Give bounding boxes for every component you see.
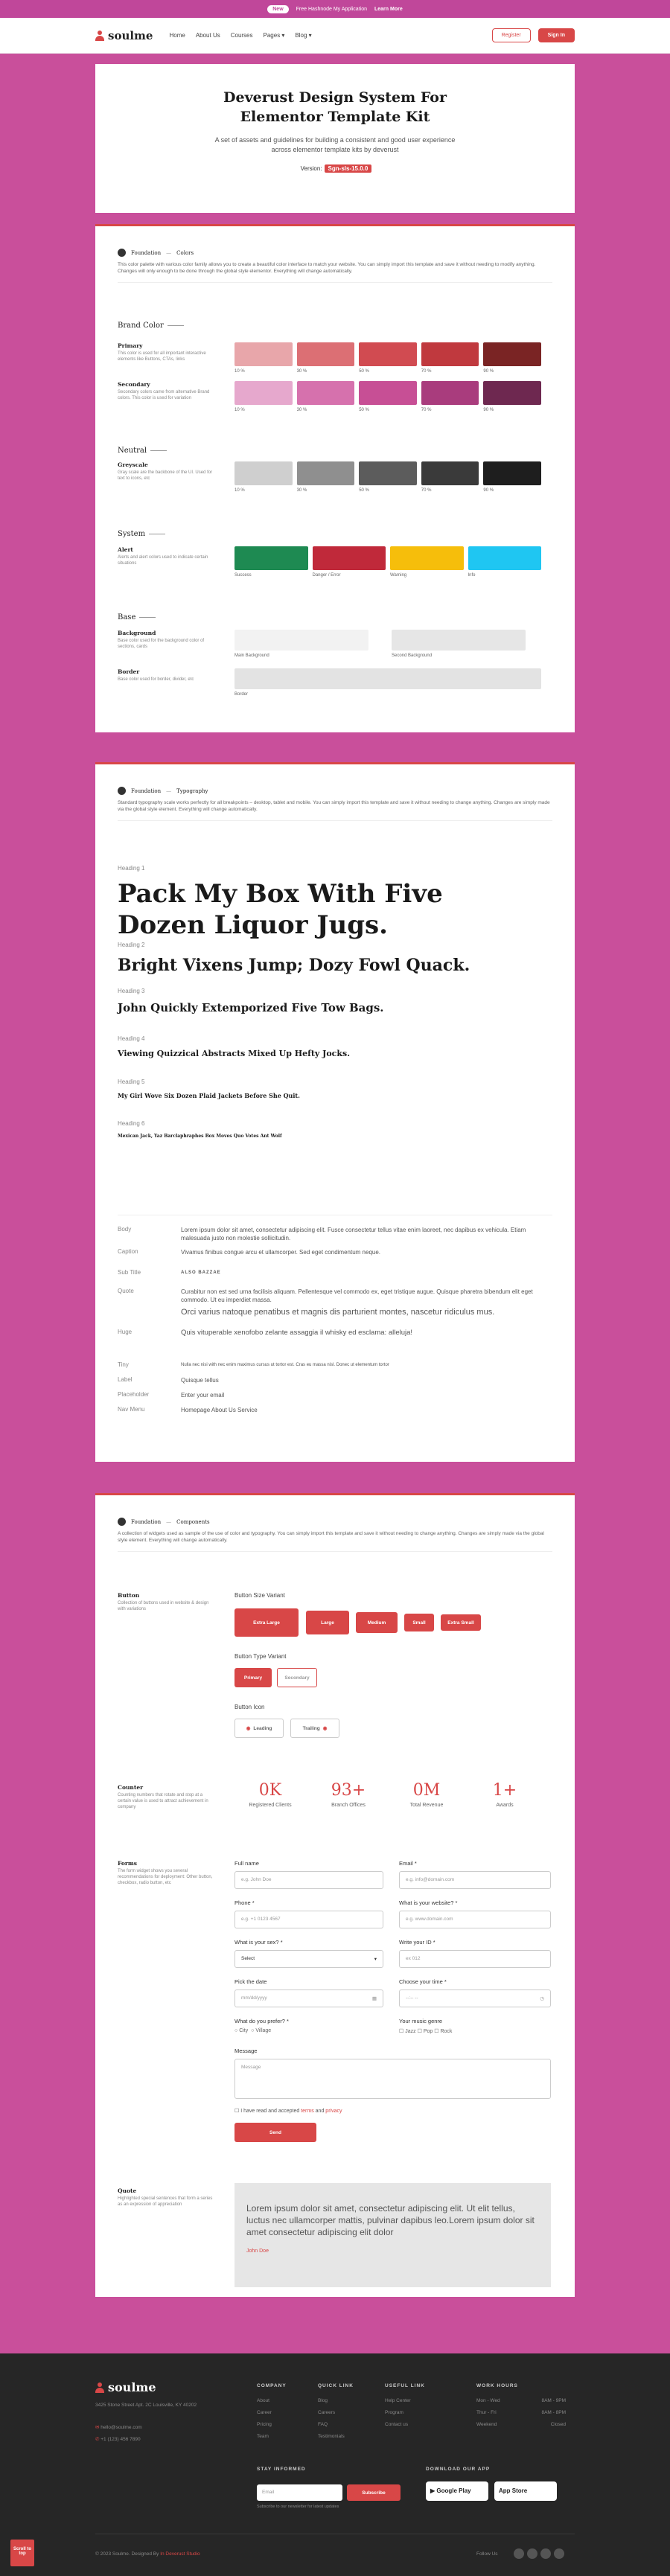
- counter-title-3: Awards: [496, 1803, 514, 1808]
- heading-sample-4: Viewing Quizzical Abstracts Mixed Up Hefty Jocks.: [118, 1049, 351, 1058]
- button-leading-icon[interactable]: [234, 1719, 284, 1738]
- type-row-key-3: Quote: [118, 1288, 134, 1294]
- type-row-0: [118, 1226, 538, 1242]
- color-desc-border: Base color used for border, divider, etc: [118, 677, 194, 682]
- color-desc-background: Base color used for the background color of sections, cards: [118, 639, 205, 649]
- counter-value-2: 0M: [412, 1781, 441, 1800]
- instagram-icon[interactable]: [540, 2548, 551, 2559]
- trailing-label: Trailing: [302, 1725, 320, 1731]
- swatch-label-alert-1: Danger / Error: [312, 573, 341, 578]
- nav-item-2[interactable]: Courses: [230, 32, 253, 39]
- copyright-text: © 2023 Soulme. Designed By: [95, 2551, 159, 2557]
- quote-group-title: Quote: [118, 2187, 137, 2194]
- sex-select-value: Select: [241, 1956, 255, 1961]
- date-placeholder: mm/dd/yyyy: [241, 1995, 267, 2001]
- button-extra-large[interactable]: Extra Large: [234, 1608, 299, 1637]
- breadcrumb-typography: Typography: [176, 787, 208, 794]
- breadcrumb-components: Components: [176, 1518, 210, 1525]
- color-row-label-alert: [118, 546, 214, 566]
- swatch-secondary-0: [234, 381, 293, 405]
- swatch-secondary-2: [359, 381, 417, 405]
- twitter-icon[interactable]: [527, 2548, 537, 2559]
- version-label: Version:: [300, 165, 322, 172]
- footer-col-heading-hours: WORK HOURS: [476, 2383, 518, 2388]
- type-row-3: [118, 1288, 538, 1304]
- footer-link-text-quick-3: Testimonials: [318, 2434, 345, 2439]
- swatch-primary-0: [234, 342, 293, 366]
- breadcrumb-colors: Colors: [176, 249, 194, 256]
- type-row-key-2: Sub Title: [118, 1269, 141, 1276]
- footer-link-text-useful-0: Help Center: [385, 2398, 411, 2403]
- privacy-link[interactable]: privacy: [325, 2109, 342, 2114]
- color-desc-alert: Alerts and alert colors used to indicate certain situations: [118, 555, 208, 566]
- swatch-primary-1: [297, 342, 355, 366]
- copyright: [95, 2548, 200, 2560]
- heading-label-4: Heading 4: [118, 1035, 145, 1042]
- color-name-primary: Primary: [118, 342, 143, 349]
- heading-label-5: Heading 5: [118, 1078, 145, 1085]
- email-input[interactable]: e.g. info@domain.com: [399, 1871, 551, 1889]
- heading-label-1: Heading 1: [118, 865, 145, 872]
- type-row-key-5: Huge: [118, 1329, 133, 1335]
- footer-link-hours-2: [476, 2419, 566, 2431]
- swatch-label-greyscale-1: 30 %: [296, 488, 307, 493]
- footer-phone[interactable]: [95, 2434, 141, 2446]
- heading-sample-3: John Quickly Extemporized Five Tow Bags.: [118, 1001, 384, 1014]
- type-icon: [118, 787, 126, 795]
- swatch-label-background-1: Second Background: [392, 653, 433, 658]
- swatch-greyscale-4: [483, 461, 541, 485]
- swatch-label-border-0: Border: [234, 692, 249, 697]
- type-row-key-4: [118, 1308, 181, 1317]
- button-trailing-icon[interactable]: [290, 1719, 339, 1738]
- button-type-title: Button Type Variant: [234, 1653, 287, 1660]
- type-row-value-9[interactable]: Homepage About Us Service: [181, 1407, 258, 1413]
- id-input[interactable]: ex 012: [399, 1950, 551, 1968]
- subscribe-button[interactable]: Subscribe: [347, 2484, 401, 2501]
- date-label: Pick the date: [234, 1978, 267, 1985]
- counter-item-0: [237, 1781, 304, 1808]
- message-label: Message: [234, 2048, 258, 2054]
- swatch-greyscale-0: [234, 461, 293, 485]
- counter-item-3: [471, 1781, 538, 1808]
- website-label: What is your website? *: [399, 1899, 458, 1906]
- time-input[interactable]: [399, 1989, 551, 2007]
- button-icon-title: Button Icon: [234, 1704, 265, 1710]
- palette-icon: [118, 249, 126, 257]
- nav-item-1[interactable]: About Us: [195, 32, 220, 39]
- register-button[interactable]: Register: [492, 28, 531, 42]
- swatch-border-0: [234, 668, 541, 689]
- date-input[interactable]: [234, 1989, 383, 2007]
- newsletter-note: Subscribe to our newsletter for latest updates: [257, 2505, 339, 2509]
- calendar-icon: ▦: [371, 1996, 377, 2001]
- radio-city[interactable]: City: [239, 2028, 249, 2033]
- swatch-label-secondary-1: 30 %: [296, 408, 307, 412]
- breadcrumb-foundation: Foundation: [131, 1518, 162, 1525]
- heading-sample-1: Pack My Box With Five Dozen Liquor Jugs.: [118, 879, 443, 940]
- swatch-alert-3: [468, 546, 542, 570]
- counter-value-1: 93+: [331, 1781, 366, 1800]
- sex-label: What is your sex? *: [234, 1939, 283, 1946]
- facebook-icon[interactable]: [514, 2548, 524, 2559]
- color-name-secondary: Secondary: [118, 381, 150, 388]
- footer-address: 3425 Stone Street Apt. 2C Louisville, KY 40202: [95, 2403, 197, 2408]
- color-name-alert: Alert: [118, 546, 133, 553]
- type-row-9: [118, 1406, 538, 1414]
- swatch-label-primary-0: 10 %: [234, 369, 245, 374]
- phone-label: Phone *: [234, 1899, 255, 1906]
- prefer-label: What do you prefer? *: [234, 2018, 289, 2024]
- checkbox-pop[interactable]: Pop: [423, 2029, 433, 2034]
- button-primary[interactable]: Primary: [234, 1668, 272, 1687]
- footer-link-hours-0: [476, 2395, 566, 2407]
- footer-hours-0: 8AM - 9PM: [541, 2398, 566, 2403]
- footer-link-useful-0[interactable]: [385, 2395, 474, 2407]
- trailing-icon: ◉: [322, 1726, 328, 1731]
- full-name-input[interactable]: e.g. John Doe: [234, 1871, 383, 1889]
- chevron-down-icon: ▾: [374, 1957, 377, 1962]
- checkbox-rock[interactable]: Rock: [440, 2029, 453, 2034]
- counter-title-1: Branch Offices: [331, 1803, 366, 1808]
- colors-section: Foundation — Colors This color palette with various color family allows you to create a beautiful color interface to match your website. You can simply import this template and save it without needing to modify anything. Changes will only enough to be done through the global style elementor. Everything will change automatically. Brand Color Neutral System Base Primary This color is used for all important interactive elements like Buttons, CTAs, links 10 % 30 % 50 % 70 % 90 % Secondary Secondary colors came from alternative Brand colors. This color is used for variation 10 % 30 % 50 % 70 % 90 % Greyscale Gray scale are the backbone of the UI. Used for text to icons, etc 10 % 30 % 50 % 70 % 90 % Alert Alerts and alert colors used to indicate certain situations Success Danger / Error Warning Info Background Base color used for the background color of sections, cards Main Background Second Background Border Base color used for border, divider, etc Border: [95, 224, 575, 732]
- swatch-label-alert-3: Info: [468, 573, 476, 578]
- counter-title-0: Registered Clients: [249, 1803, 292, 1808]
- announcement-text: Free Hashnode My Application: [296, 6, 367, 12]
- quote-author: John Doe: [246, 2249, 269, 2254]
- brand-color-heading: Brand Color: [118, 322, 184, 330]
- google-play-button[interactable]: [426, 2481, 488, 2501]
- signin-button[interactable]: Sign In: [538, 28, 575, 42]
- swatch-label-secondary-4: 90 %: [483, 408, 494, 412]
- swatch-label-secondary-2: 50 %: [359, 408, 369, 412]
- button-small[interactable]: Small: [404, 1614, 434, 1631]
- leading-icon: ◉: [246, 1726, 251, 1731]
- checkbox-jazz[interactable]: Jazz: [405, 2029, 416, 2034]
- swatch-label-greyscale-4: 90 %: [483, 488, 494, 493]
- logo-icon: [95, 2382, 104, 2393]
- swatch-secondary-4: [483, 381, 541, 405]
- app-heading: DOWNLOAD OUR APP: [426, 2467, 491, 2472]
- color-name-border: Border: [118, 668, 140, 675]
- type-row-2: [118, 1269, 538, 1277]
- type-row-value-1: Vivamus finibus congue arcu et ullamcorper. Sed eget condimentum neque.: [181, 1249, 381, 1256]
- swatch-label-background-0: Main Background: [234, 653, 269, 658]
- footer-hours-1: 8AM - 8PM: [541, 2410, 566, 2415]
- swatch-background-1: [392, 630, 526, 651]
- quote-group-desc: Highlighted special sentences that form a series as an expression of appreciation: [118, 2196, 213, 2207]
- color-desc-primary: This color is used for all important interactive elements like Buttons, CTAs, links: [118, 351, 206, 362]
- type-row-1: [118, 1248, 538, 1256]
- swatch-label-primary-3: 70 %: [421, 369, 432, 374]
- swatch-alert-0: [234, 546, 308, 570]
- quote-text: Lorem ipsum dolor sit amet, consectetur adipiscing elit. Ut elit tellus, luctus nec ullamcorper mattis, pulvinar dapibus leo.Lorem ipsum dolor sit amet consectetur adipiscing elit dolor: [246, 2203, 535, 2237]
- new-badge: New: [267, 5, 288, 13]
- colors-description: This color palette with various color family allows you to create a beautiful color interface to match your website. You can simply import this template and save it without needing to modify anything. Changes will only enough to be done through the global style elementor. Everything will change automatically.: [118, 261, 552, 283]
- footer-link-text-useful-1: Program: [385, 2410, 403, 2415]
- swatch-greyscale-3: [421, 461, 479, 485]
- footer-link-text-hours-2: Weekend: [476, 2422, 497, 2427]
- page-title: Deverust Design System For Elementor Template Kit: [223, 89, 447, 125]
- type-row-value-7: Quisque tellus: [181, 1377, 219, 1384]
- time-placeholder: --:-- --: [406, 1995, 418, 2001]
- footer-col-heading-company: COMPANY: [257, 2383, 287, 2388]
- type-row-key-6: Tiny: [118, 1361, 129, 1368]
- footer: [0, 2353, 670, 2576]
- footer-col-hours: [476, 2380, 566, 2431]
- type-row-value-3: Curabitur non est sed urna facilisis aliquam. Pellentesque vel commodo ex, eget tristique augue. Quisque pharetra bibendum elit eget commodo. Ut eu imperdiet massa.: [181, 1288, 533, 1303]
- phone-icon: ✆: [95, 2437, 100, 2442]
- type-row-value-2: ALSO BAZZAE: [181, 1271, 221, 1275]
- accept-checkbox[interactable]: ☐ I have read and accepted terms and privacy: [234, 2109, 342, 2114]
- type-row-key-8: Placeholder: [118, 1391, 150, 1398]
- swatch-greyscale-2: [359, 461, 417, 485]
- prefer-radios[interactable]: ○ City ○ Village: [234, 2028, 272, 2033]
- type-row-4: [118, 1308, 538, 1317]
- nav-item-0[interactable]: Home: [169, 32, 185, 39]
- typography-description: Standard typography scale works perfectly for all breakpoints – desktop, tablet and mobile. You can simply import this template and save it without needing to change anything. Changes are simply made via the global style element. Everything will change automatically.: [118, 799, 552, 821]
- swatch-label-secondary-3: 70 %: [421, 408, 432, 412]
- forms-group-title: Forms: [118, 1860, 138, 1867]
- main-nav: [0, 18, 670, 54]
- type-row-5: [118, 1329, 538, 1337]
- forms-group-desc: The form widget shows you several recommendations for deployment: Other button, checkbox, radio button, etc: [118, 1869, 213, 1885]
- scroll-to-top-button[interactable]: Scroll to top: [10, 2540, 34, 2566]
- time-label: Choose your time *: [399, 1978, 447, 1985]
- heading-label-3: Heading 3: [118, 988, 145, 994]
- swatch-alert-1: [313, 546, 386, 570]
- counter-item-2: [393, 1781, 460, 1808]
- button-size-title: Button Size Variant: [234, 1592, 285, 1599]
- and-text: and: [315, 2109, 325, 2114]
- footer-col-heading-quick: QUICK LINK: [318, 2383, 354, 2388]
- clock-icon: ◷: [540, 1996, 544, 2001]
- button-extra-small[interactable]: Extra Small: [441, 1614, 481, 1631]
- footer-link-text-hours-0: Mon - Wed: [476, 2398, 500, 2403]
- components-icon: [118, 1518, 126, 1526]
- footer-email-text: hello@soulme.com: [100, 2425, 142, 2430]
- footer-link-text-company-0: About: [257, 2398, 269, 2403]
- swatch-label-primary-1: 30 %: [296, 369, 307, 374]
- swatch-primary-4: [483, 342, 541, 366]
- counter-value-0: 0K: [258, 1781, 282, 1800]
- footer-brand: soulme: [108, 2380, 156, 2394]
- follow-label: Follow Us: [476, 2551, 498, 2557]
- color-row-label-border: [118, 668, 214, 683]
- color-row-label-greyscale: [118, 461, 214, 482]
- hero-card: [95, 64, 575, 213]
- type-row-key-1: Caption: [118, 1248, 138, 1255]
- color-name-greyscale: Greyscale: [118, 461, 148, 468]
- radio-village[interactable]: Village: [255, 2028, 272, 2033]
- footer-link-text-useful-2: Contact us: [385, 2422, 409, 2427]
- nav-menu: [169, 32, 311, 39]
- footer-link-quick-3[interactable]: [318, 2431, 407, 2443]
- swatch-primary-2: [359, 342, 417, 366]
- breadcrumb-foundation: Foundation: [131, 249, 162, 256]
- footer-link-hours-1: [476, 2407, 566, 2419]
- color-desc-secondary: Secondary colors came from alternative Brand colors. This color is used for variation: [118, 390, 210, 400]
- brand-logo[interactable]: [95, 29, 153, 42]
- nav-item-3[interactable]: Pages ▾: [263, 32, 285, 39]
- button-group-desc: Collection of buttons used in website & design with variations: [118, 1601, 209, 1611]
- counter-group-desc: Counting numbers that rotate and stop at a certain value is used to attract achievement in company: [118, 1793, 208, 1809]
- website-input[interactable]: e.g. www.domain.com: [399, 1911, 551, 1928]
- newsletter-input[interactable]: Email: [257, 2484, 342, 2501]
- swatch-label-greyscale-0: 10 %: [234, 488, 245, 493]
- genre-checkboxes[interactable]: ☐ Jazz ☐ Pop ☐ Rock: [399, 2029, 453, 2034]
- app-store-button[interactable]: [494, 2481, 557, 2501]
- accept-text: I have read and accepted: [240, 2109, 300, 2114]
- type-row-key-0: Body: [118, 1226, 132, 1233]
- components-description: A collection of widgets used as sample of the use of color and typography. You can simply import this template and save it without needing to change anything. Changes are simply made via the global style element. Everything will change automatically.: [118, 1530, 552, 1552]
- heading-label-2: Heading 2: [118, 942, 145, 948]
- counter-value-3: 1+: [492, 1781, 517, 1800]
- brand-name: soulme: [108, 28, 153, 42]
- neutral-heading: Neutral: [118, 447, 167, 455]
- components-section: Foundation — Components A collection of widgets used as sample of the use of color and typography. You can simply import this template and save it without needing to change anything. Changes are simply made via the global style element. Everything will change automatically. Button Collection of buttons used in website & design with variations Button Size Variant Extra Large Large Medium Small Extra Small Button Type Variant Primary Secondary Button Icon ◉ Leading Trailing ◉ Counter Counting numbers that rotate and stop at a certain value is used to attract achievement in company 0K Registered Clients 93+ Branch Offices 0M Total Revenue 1+ Awards Forms The form widget shows you several recommendations for deployment: Other button, checkbox, radio button, etc Full name e.g. John Doe Email * e.g. info@domain.com Phone * e.g. +1 0123 4567 What is your website? * e.g. www.domain.com What is your sex? * Select ▾ Write your ID * ex 012 Pick the date mm/dd/yyyy ▦ Choose your time * --:-- -- ◷ What do you prefer? * ○ City ○ Village Your music genre ☐ Jazz ☐ Pop ☐ Rock Message Message ☐ I have read and accepted terms and privacy Send Quote Highlighted special sentences that form a series as an expression of appreciation Lorem ipsum dolor sit amet, consectetur adipiscing elit. Ut elit tellus, luctus nec ullamcorper mattis, pulvinar dapibus leo.Lorem ipsum dolor sit amet consectetur adipiscing elit dolor John Doe: [95, 1493, 575, 2297]
- genre-label: Your music genre: [399, 2018, 443, 2024]
- footer-logo[interactable]: [95, 2380, 156, 2394]
- swatch-label-secondary-0: 10 %: [234, 408, 245, 412]
- swatch-label-alert-0: Success: [234, 573, 252, 578]
- heading-sample-5: My Girl Wove Six Dozen Plaid Jackets Before She Quit.: [118, 1092, 300, 1099]
- full-name-label: Full name: [234, 1860, 259, 1867]
- color-row-label-secondary: [118, 381, 214, 401]
- footer-link-text-quick-1: Careers: [318, 2410, 336, 2415]
- quote-block: [234, 2183, 551, 2287]
- color-row-label-primary: [118, 342, 214, 362]
- nav-item-4[interactable]: Blog ▾: [295, 32, 312, 39]
- logo-icon: [95, 31, 104, 41]
- swatch-greyscale-1: [297, 461, 355, 485]
- newsletter-heading: STAY INFORMED: [257, 2467, 306, 2472]
- message-textarea[interactable]: Message: [234, 2059, 551, 2099]
- swatch-label-primary-2: 50 %: [359, 369, 369, 374]
- linkedin-icon[interactable]: [554, 2548, 564, 2559]
- footer-phone-text: +1 (123) 456 7890: [100, 2437, 141, 2442]
- typography-section: Foundation — Typography Standard typography scale works perfectly for all breakpoints – desktop, tablet and mobile. You can simply import this template and save it without needing to change anything. Changes are simply made via the global style element. Everything will change automatically. Heading 1 Pack My Box With Five Dozen Liquor Jugs. Heading 2 Bright Vixens Jump; Dozy Fowl Quack. Heading 3 John Quickly Extemporized Five Tow Bags. Heading 4 Viewing Quizzical Abstracts Mixed Up Hefty Jocks. Heading 5 My Girl Wove Six Dozen Plaid Jackets Before She Quit. Heading 6 Mexican Jack, Yaz Barclaphraphes Box Moves Quo Votes Ant Wolf Body Lorem ipsum dolor sit amet, consectetur adipiscing elit. Fusce consectetur tellus vitae enim laoreet, nec dapibus ex vehicula. Etiam malesuada justo non molestie sollicitudin. Caption Vivamus finibus congue arcu et ullamcorper. Sed eget condimentum neque. Sub Title ALSO BAZZAE Quote Curabitur non est sed urna facilisis aliquam. Pellentesque vel commodo ex, eget tristique augue. Quisque pharetra bibendum elit eget commodo. Ut eu imperdiet massa. Orci varius natoque penatibus et magnis dis parturient montes, nascetur ridiculus mus. Huge Quis vituperable xenofobo zelante assaggia il whisky ed esclama: alleluja! Tiny Nulla nec nisi with nec enim maximus cursus ut tortor est. Cras eu massa nisl. Donec ut elementum tortor Label Quisque tellus Placeholder Enter your email Nav Menu Homepage About Us Service: [95, 762, 575, 1462]
- type-row-7: [118, 1376, 538, 1384]
- system-heading: System: [118, 530, 165, 538]
- footer-col-useful: [385, 2380, 474, 2431]
- button-medium[interactable]: Medium: [356, 1612, 398, 1633]
- breadcrumb-foundation: Foundation: [131, 787, 162, 794]
- footer-link-text-quick-2: FAQ: [318, 2422, 328, 2427]
- heading-label-6: Heading 6: [118, 1120, 145, 1127]
- footer-link-text-hours-1: Thur - Fri: [476, 2410, 497, 2415]
- swatch-secondary-3: [421, 381, 479, 405]
- type-row-6: [118, 1361, 538, 1370]
- version-row: [95, 165, 575, 172]
- counter-item-1: [315, 1781, 382, 1808]
- footer-link-useful-1[interactable]: [385, 2407, 474, 2419]
- announcement-bar: [0, 0, 670, 18]
- color-desc-greyscale: Gray scale are the backbone of the UI. Used for text to icons, etc: [118, 470, 213, 481]
- footer-col-heading-useful: USEFUL LINK: [385, 2383, 425, 2388]
- type-row-key-7: Label: [118, 1376, 133, 1383]
- designer-link[interactable]: In Deverust Studio: [160, 2551, 200, 2557]
- app-store-label: App Store: [499, 2487, 528, 2494]
- google-play-icon: ▶: [430, 2487, 436, 2494]
- counter-title-2: Total Revenue: [409, 1803, 444, 1808]
- footer-link-text-company-2: Pricing: [257, 2422, 272, 2427]
- email-label: Email *: [399, 1860, 417, 1867]
- footer-link-useful-2[interactable]: [385, 2419, 474, 2431]
- footer-link-text-company-3: Team: [257, 2434, 269, 2439]
- type-row-key-9: Nav Menu: [118, 1406, 145, 1413]
- color-row-label-background: [118, 630, 214, 650]
- swatch-label-alert-2: Warning: [390, 573, 407, 578]
- send-button[interactable]: Send: [234, 2123, 316, 2142]
- version-badge: Sgn-sls-15.0.0: [325, 164, 372, 173]
- footer-link-text-quick-0: Blog: [318, 2398, 328, 2403]
- phone-input[interactable]: e.g. +1 0123 4567: [234, 1911, 383, 1928]
- swatch-background-0: [234, 630, 368, 651]
- base-heading: Base: [118, 613, 156, 621]
- button-secondary[interactable]: Secondary: [277, 1668, 317, 1687]
- button-group-title: Button: [118, 1592, 140, 1599]
- type-row-value-6: Nulla nec nisi with nec enim maximus cursus ut tortor est. Cras eu massa nisl. Donec ut elementum tortor: [181, 1363, 389, 1367]
- swatch-label-greyscale-3: 70 %: [421, 488, 432, 493]
- counter-group-title: Counter: [118, 1784, 144, 1791]
- heading-sample-2: Bright Vixens Jump; Dozy Fowl Quack.: [118, 956, 470, 975]
- swatch-label-primary-4: 90 %: [483, 369, 494, 374]
- button-large[interactable]: Large: [306, 1611, 349, 1634]
- footer-email[interactable]: [95, 2422, 142, 2434]
- swatch-label-greyscale-2: 50 %: [359, 488, 369, 493]
- type-row-value-4: Orci varius natoque penatibus et magnis dis parturient montes, nascetur ridiculus mus.: [181, 1308, 495, 1317]
- google-play-label: Google Play: [436, 2487, 471, 2494]
- heading-sample-6: Mexican Jack, Yaz Barclaphraphes Box Moves Quo Votes Ant Wolf: [118, 1134, 282, 1139]
- leading-label: Leading: [253, 1725, 272, 1731]
- sex-select[interactable]: [234, 1950, 383, 1968]
- swatch-primary-3: [421, 342, 479, 366]
- type-row-8: [118, 1391, 538, 1399]
- type-row-value-0: Lorem ipsum dolor sit amet, consectetur adipiscing elit. Fusce consectetur tellus vitae enim laoreet, nec dapibus ex vehicula. Etiam malesuada justo non molestie sollicitudin.: [181, 1227, 526, 1241]
- type-row-value-5: Quis vituperable xenofobo zelante assaggia il whisky ed esclama: alleluja!: [181, 1329, 413, 1337]
- swatch-alert-2: [390, 546, 464, 570]
- hero-description: A set of assets and guidelines for building a consistent and good user experience across elementor template kits by deverust: [214, 136, 456, 153]
- terms-link[interactable]: terms: [301, 2109, 314, 2114]
- type-row-value-8: Enter your email: [181, 1392, 225, 1399]
- id-label: Write your ID *: [399, 1939, 436, 1946]
- mail-icon: ✉: [95, 2425, 100, 2430]
- footer-link-text-company-1: Career: [257, 2410, 272, 2415]
- learn-more-link[interactable]: Learn More: [374, 6, 403, 12]
- swatch-secondary-1: [297, 381, 355, 405]
- footer-hours-2: Closed: [550, 2422, 566, 2427]
- color-name-background: Background: [118, 630, 156, 636]
